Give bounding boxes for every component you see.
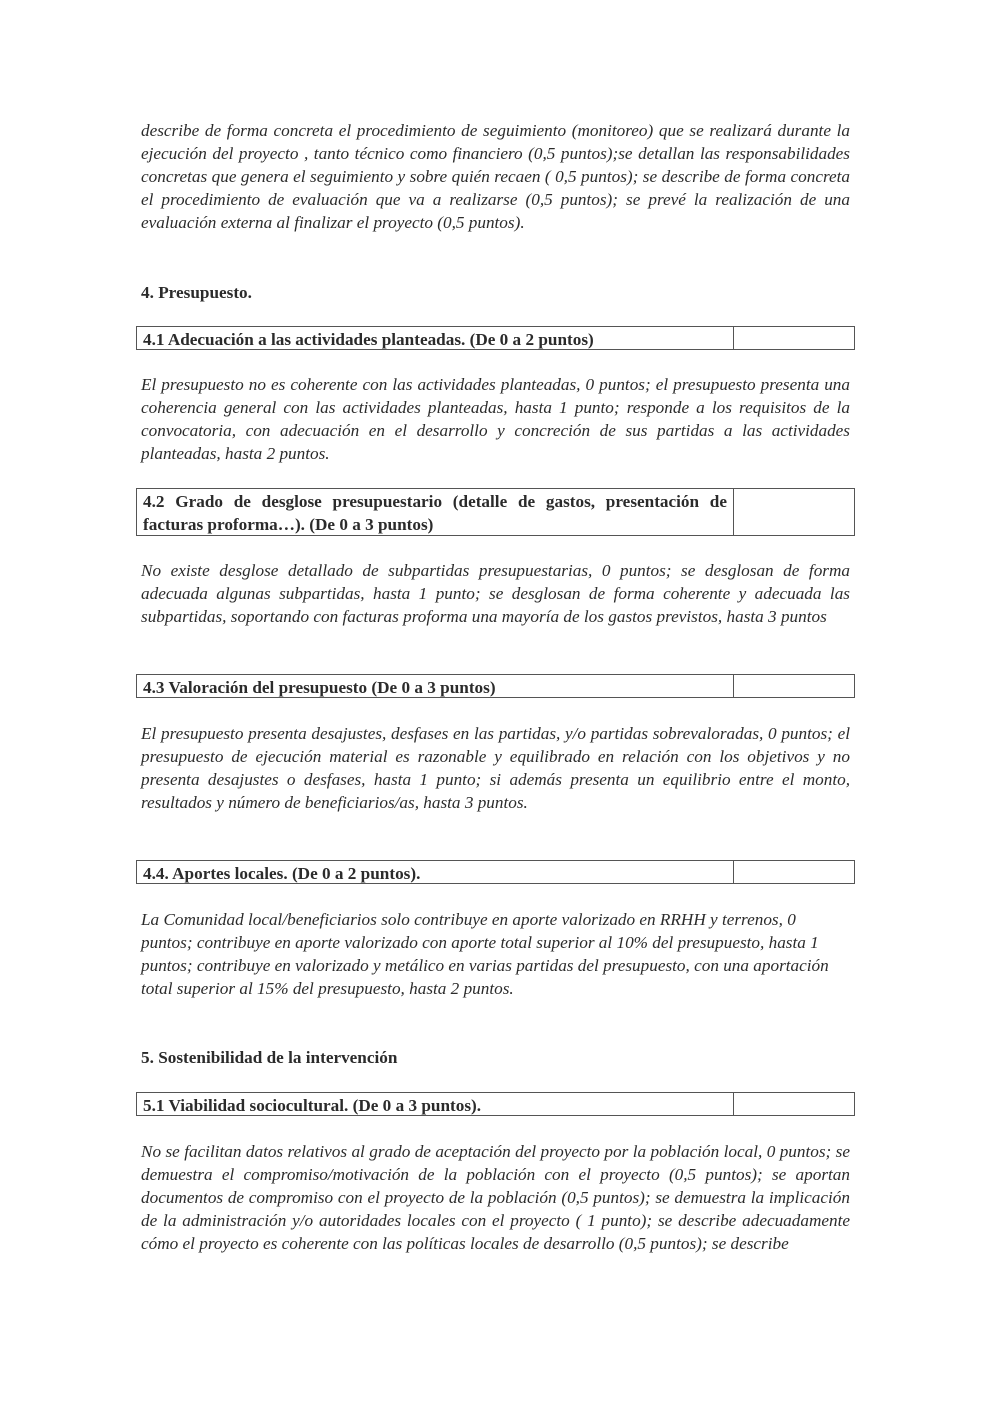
score-cell <box>734 861 854 883</box>
criterion-description-4-3: El presupuesto presenta desajustes, desfases en las partidas, y/o partidas sobrevaloradas, 0 puntos; el presupuesto de ejecución material es razonable y equilibrado en relación con los objetivos y no presenta desajustes o desfases, hasta 1 punto; si además presenta un equilibrio entre el monto, resultados y número de beneficiarios/as, hasta 3 puntos. <box>141 724 850 812</box>
section-5-heading: 5. Sostenibilidad de la intervención <box>141 1048 398 1067</box>
criterion-description-5-1: No se facilitan datos relativos al grado de aceptación del proyecto por la población local, 0 puntos; se demuestra el compromiso/motivación de la población con el proyecto (0,5 puntos); se aportan documentos de compromiso con el proyecto de la población (0,5 puntos); se demuestra la implicación de la administración y/o autoridades locales con el proyecto ( 1 punto); se describe adecuadamente cómo el proyecto es coherente con las políticas locales de desarrollo (0,5 puntos); se describe <box>141 1142 850 1253</box>
criterion-box-4-2 <box>136 488 855 536</box>
score-cell <box>734 489 854 535</box>
criterion-description-4-1: El presupuesto no es coherente con las actividades planteadas, 0 puntos; el presupuesto presenta una coherencia general con las actividades planteadas, hasta 1 punto; responde a los requisitos de la convocatoria, con adecuación en el desarrollo y concreción de sus partidas a las actividades planteadas, hasta 2 puntos. <box>141 375 850 463</box>
section-4-heading: 4. Presupuesto. <box>141 283 252 302</box>
criterion-box-4-1 <box>136 326 855 350</box>
intro-paragraph: describe de forma concreta el procedimiento de seguimiento (monitoreo) que se realizará durante la ejecución del proyecto , tanto técnico como financiero (0,5 puntos);se detallan las responsabilidades concretas que genera el seguimiento y sobre quién recaen ( 0,5 puntos); se describe de forma concreta el procedimiento de evaluación que va a realizarse (0,5 puntos); se prevé la realización de una evaluación externa al finalizar el proyecto (0,5 puntos). <box>141 121 850 232</box>
criterion-description-4-2: No existe desglose detallado de subpartidas presupuestarias, 0 puntos; se desglosan de forma adecuada algunas subpartidas, hasta 1 punto; se desglosan de forma coherente y adecuada las subpartidas, soportando con facturas proforma una mayoría de los gastos previstos, hasta 3 puntos <box>141 561 850 626</box>
criterion-title: 4.2 Grado de desglose presupuestario (detalle de gastos, presentación de facturas proforma…). (De 0 a 3 puntos) <box>137 489 734 535</box>
criterion-box-4-3 <box>136 674 855 698</box>
criterion-description-4-4: La Comunidad local/beneficiarios solo contribuye en aporte valorizado en RRHH y terrenos, 0 puntos; contribuye en aporte valorizado con aporte total superior al 10% del presupuesto, hasta 1 puntos; contribuye en valorizado y metálico en varias partidas del presupuesto, con una aportación total superior al 15% del presupuesto, hasta 2 puntos. <box>141 910 829 998</box>
criterion-box-4-4 <box>136 860 855 884</box>
score-cell <box>734 1093 854 1115</box>
score-cell <box>734 675 854 697</box>
criterion-title: 4.4. Aportes locales. (De 0 a 2 puntos). <box>137 861 734 883</box>
criterion-title: 4.3 Valoración del presupuesto (De 0 a 3 puntos) <box>137 675 734 697</box>
criterion-box-5-1 <box>136 1092 855 1116</box>
criterion-title: 5.1 Viabilidad sociocultural. (De 0 a 3 puntos). <box>137 1093 734 1115</box>
criterion-title: 4.1 Adecuación a las actividades planteadas. (De 0 a 2 puntos) <box>137 327 734 349</box>
score-cell <box>734 327 854 349</box>
